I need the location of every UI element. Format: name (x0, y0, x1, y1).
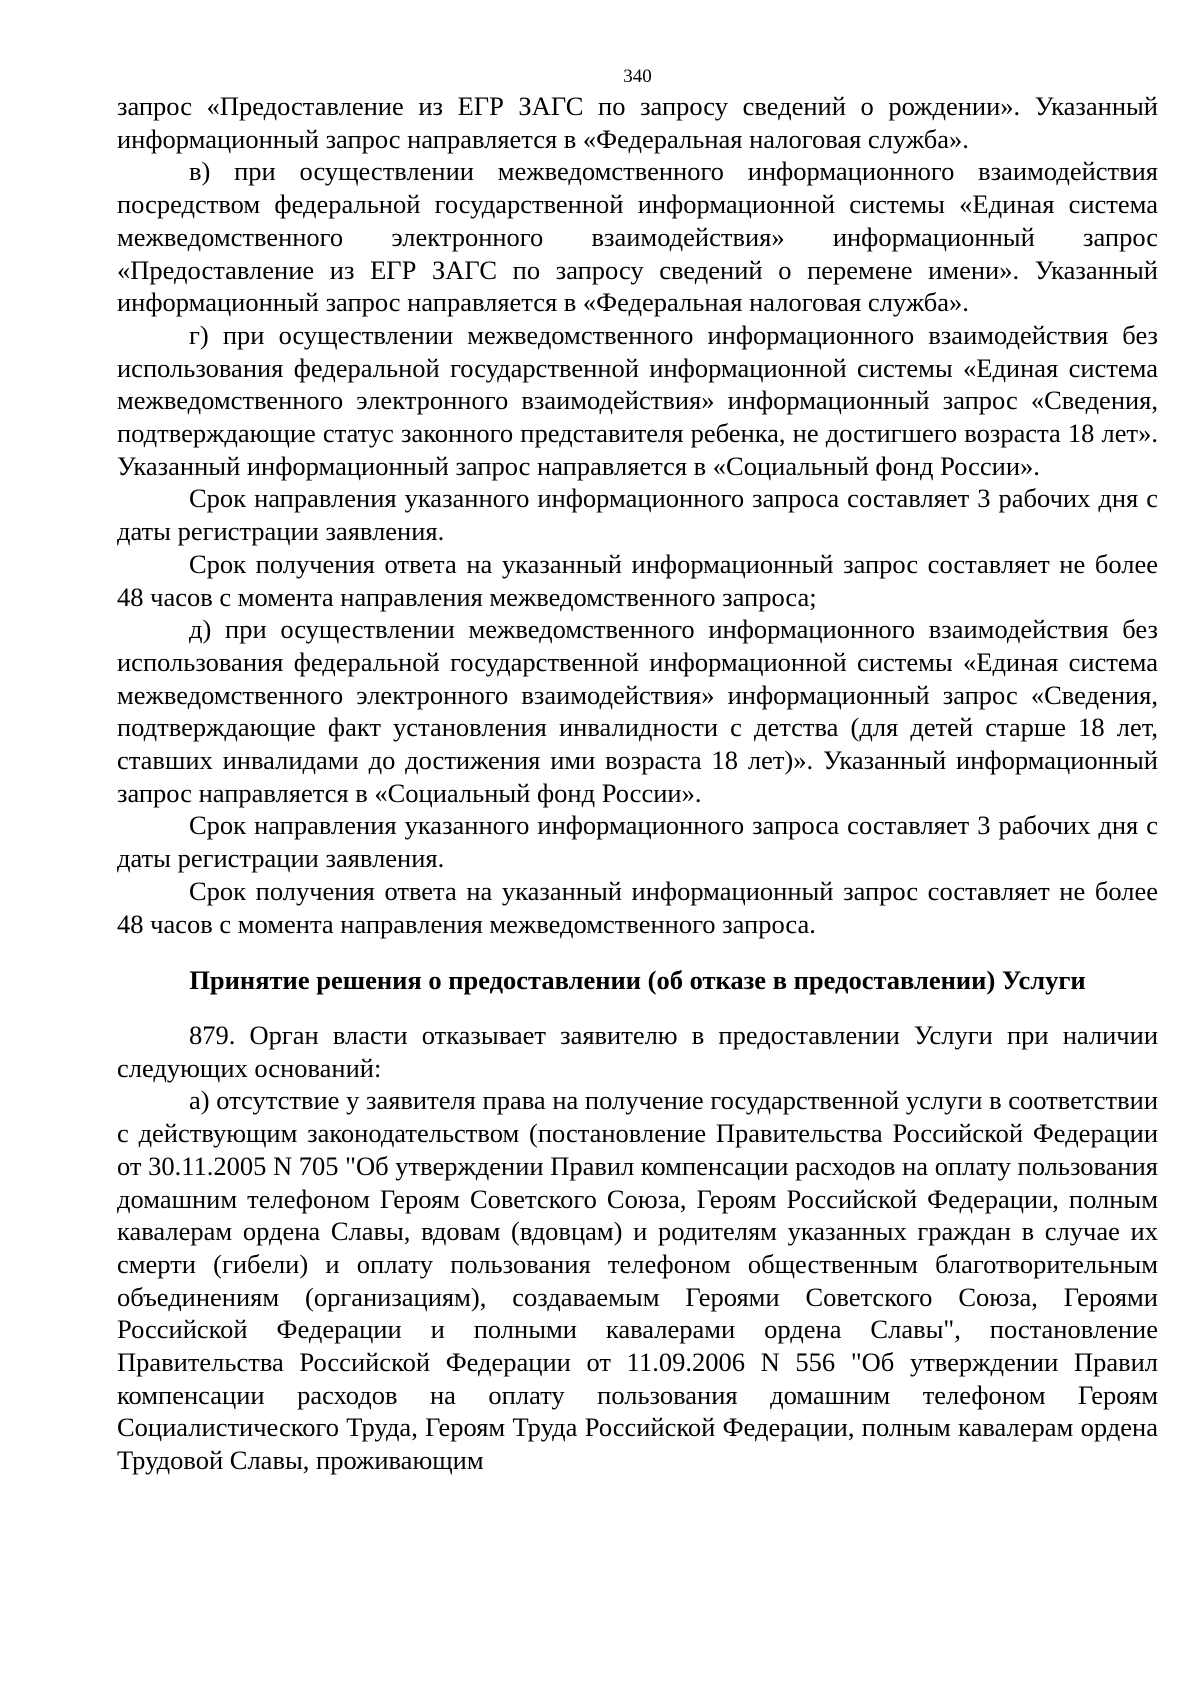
paragraph: г) при осуществлении межведомственного информационного взаимодействия без использования федеральной государственной информационной системы «Единая система межведомственного электронного взаимодействия» информационный запрос «Сведения, подтверждающие статус законного представителя ребенка, не достигшего возраста 18 лет». Указанный информационный запрос направляется в «Социальный фонд России». (117, 319, 1158, 481)
paragraph: в) при осуществлении межведомственного информационного взаимодействия посредством федеральной государственной информационной системы «Единая система межведомственного электронного взаимодействия» информационный запрос «Предоставление из ЕГР ЗАГС по запросу сведений о перемене имени». Указанный информационный запрос направляется в «Федеральная налоговая служба». (117, 156, 1158, 318)
paragraph: Срок получения ответа на указанный информационный запрос составляет не более 48 часов с момента направления межведомственного запроса; (117, 548, 1158, 612)
paragraph: Срок получения ответа на указанный информационный запрос составляет не более 48 часов с момента направления межведомственного запроса. (117, 875, 1158, 939)
paragraph: Срок направления указанного информационного запроса составляет 3 рабочих дня с даты регистрации заявления. (117, 810, 1158, 874)
section-heading: Принятие решения о предоставлении (об отказе в предоставлении) Услуги (189, 965, 1086, 996)
document-page (117, 66, 1158, 1477)
paragraph: запрос «Предоставление из ЕГР ЗАГС по запросу сведений о рождении». Указанный информационный запрос направляется в «Федеральная налоговая служба». (117, 91, 1158, 154)
body-before-heading (117, 90, 1158, 940)
paragraph: а) отсутствие у заявителя права на получение государственной услуги в соответствии с действующим законодательством (постановление Правительства Российской Федерации от 30.11.2005 N 705 "Об утверждении Правил компенсации расходов на оплату пользования домашним телефоном Героям Советского Союза, Героям Российской Федерации, полным кавалерам ордена Славы, вдовам (вдовцам) и родителям указанных граждан в случае их смерти (гибели) и оплату пользования телефоном общественным благотворительным объединениям (организациям), создаваемым Героями Советского Союза, Героями Российской Федерации и полными кавалерами ордена Славы", постановление Правительства Российской Федерации от 11.09.2006 N 556 "Об утверждении Правил компенсации расходов на оплату пользования домашним телефоном Героям Социалистического Труда, Героям Труда Российской Федерации, полным кавалерам ордена Трудовой Славы, проживающим (117, 1085, 1158, 1476)
paragraph: 879. Орган власти отказывает заявителю в предоставлении Услуги при наличии следующих оснований: (117, 1019, 1158, 1083)
paragraph: Срок направления указанного информационного запроса составляет 3 рабочих дня с даты регистрации заявления. (117, 483, 1158, 547)
page-number: 340 (623, 66, 652, 87)
body-after-heading (117, 1019, 1158, 1477)
paragraph: д) при осуществлении межведомственного информационного взаимодействия без использования федеральной государственной информационной системы «Единая система межведомственного электронного взаимодействия» информационный запрос «Сведения, подтверждающие факт установления инвалидности с детства (для детей старше 18 лет, ставших инвалидами до достижения ими возраста 18 лет)». Указанный информационный запрос направляется в «Социальный фонд России». (117, 614, 1158, 808)
